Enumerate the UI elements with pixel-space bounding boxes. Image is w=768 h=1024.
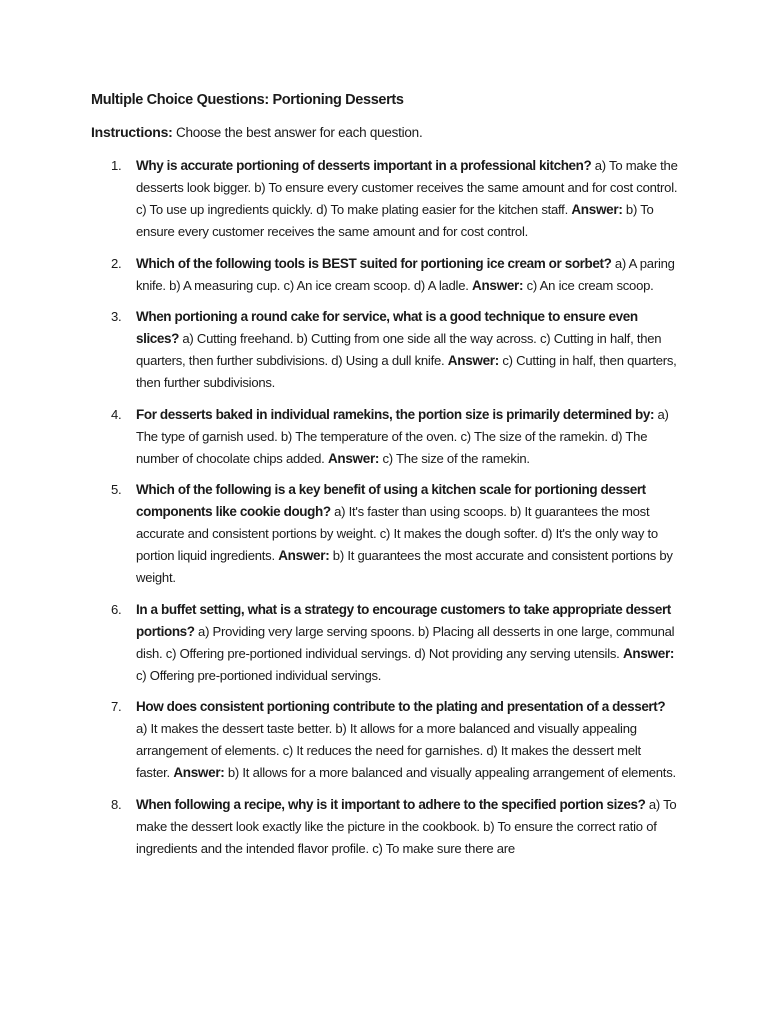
question-text: Which of the following is a key benefit of using a kitchen scale for portioning dessert components like cookie dough?: [136, 482, 646, 519]
question-options: a) To make the dessert look exactly like the picture in the cookbook. b) To ensure the correct ratio of ingredients and the intended flavor profile. c) To make sure there are: [136, 796, 677, 856]
answer-text: b) To ensure every customer receives the same amount and for cost control.: [136, 202, 654, 239]
question-options: a) To make the desserts look bigger. b) To ensure every customer receives the same amount and for cost control. c) To use up ingredients quickly. d) To make plating easier for the kitchen staff.: [136, 158, 678, 217]
answer-label: Answer:: [447, 353, 499, 368]
instructions-label: Instructions:: [91, 124, 173, 140]
question-options: a) The type of garnish used. b) The temperature of the oven. c) The size of the ramekin. d) The number of chocolate chips added.: [136, 406, 669, 466]
question-text: Why is accurate portioning of desserts important in a professional kitchen?: [136, 158, 592, 173]
answer-label: Answer:: [173, 765, 225, 780]
question-item: [0, 306, 678, 394]
question-item: [0, 479, 678, 589]
question-options: a) Providing very large serving spoons. b) Placing all desserts in one large, communal dish. c) Offering pre-portioned individual servings. d) Not providing any serving utensils.: [136, 623, 675, 661]
question-text: In a buffet setting, what is a strategy to encourage customers to take appropriate dessert portions?: [136, 601, 671, 639]
question-text: How does consistent portioning contribute to the plating and presentation of a dessert?: [136, 699, 666, 714]
question-number: 8.: [111, 796, 122, 812]
answer-text: c) An ice cream scoop.: [526, 277, 654, 293]
question-item: [0, 404, 678, 470]
answer-label: Answer:: [622, 645, 675, 661]
answer-text: b) It allows for a more balanced and visually appealing arrangement of elements.: [227, 765, 676, 780]
question-number: 5.: [111, 482, 122, 497]
question-number: 3.: [111, 309, 122, 324]
answer-label: Answer:: [472, 277, 524, 293]
question-number: 1.: [111, 158, 122, 173]
question-options: a) A paring knife. b) A measuring cup. c) An ice cream scoop. d) A ladle.: [136, 255, 675, 293]
question-item: [0, 794, 678, 860]
question-number: 2.: [111, 255, 122, 271]
question-text: When portioning a round cake for service, what is a good technique to ensure even slices?: [136, 309, 638, 346]
question-options: a) Cutting freehand. b) Cutting from one side all the way across. c) Cutting in half, then quarters, then further subdivisions. d) Using a dull knife.: [136, 331, 662, 368]
page-title: Multiple Choice Questions: Portioning Desserts: [91, 92, 404, 108]
question-number: 7.: [111, 699, 122, 714]
question-item: [0, 155, 678, 243]
question-text: Which of the following tools is BEST suited for portioning ice cream or sorbet?: [136, 255, 612, 271]
question-text: When following a recipe, why is it important to adhere to the specified portion sizes?: [136, 796, 646, 812]
question-options: a) It makes the dessert taste better. b) It allows for a more balanced and visually appealing arrangement of elements. c) It reduces the need for garnishes. d) It makes the dessert melt faster.: [136, 721, 641, 780]
answer-label: Answer:: [571, 202, 623, 217]
answer-label: Answer:: [327, 450, 380, 466]
question-list: [0, 155, 768, 869]
answer-text: c) Cutting in half, then quarters, then further subdivisions.: [136, 353, 677, 390]
question-number: 6.: [111, 601, 122, 617]
instructions-text: Choose the best answer for each question.: [172, 125, 423, 140]
question-text: For desserts baked in individual ramekins, the portion size is primarily determined by:: [136, 406, 655, 422]
answer-label: Answer:: [278, 548, 330, 563]
question-number: 4.: [111, 406, 122, 422]
question-item: [0, 253, 678, 297]
answer-text: c) Offering pre-portioned individual servings.: [136, 667, 382, 683]
instructions: [91, 124, 422, 140]
answer-text: b) It guarantees the most accurate and consistent portions by weight.: [136, 548, 673, 585]
question-options: a) It's faster than using scoops. b) It guarantees the most accurate and consistent portions by weight. c) It makes the dough softer. d) It's the only way to portion liquid ingredients.: [136, 504, 658, 563]
answer-text: c) The size of the ramekin.: [382, 450, 530, 466]
question-item: [0, 599, 678, 687]
question-item: [0, 696, 678, 784]
